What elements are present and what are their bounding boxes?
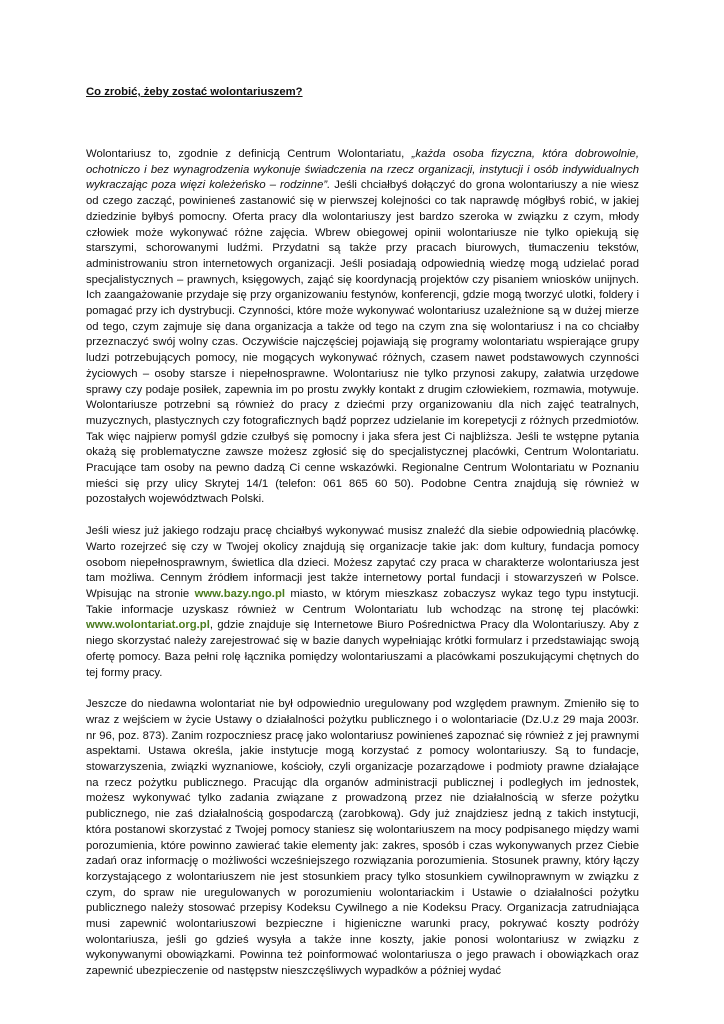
paragraph-finding-placement-part2: miasto, w którym mieszkasz zobaczysz wykaz tego typu instytucji. Takie informacje uzyskasz również w Centrum Wolontariatu lub wchodząc na stronę tej placówki:	[86, 587, 640, 616]
paragraph-legal-aspects: Jeszcze do niedawna wolontariat nie był odpowiednio uregulowany pod względem prawnym. Zmieniło się to wraz z wejściem w życie Ustawy o działalności pożytku publicznego i o wolontariacie (Dz.U.z 29 maja 2003r. nr 96, poz. 873). Zanim rozpoczniesz pracę jako wolontariusz powinieneś zapoznać się również z jej prawnymi aspektami. Ustawa określa, jakie instytucje mogą korzystać z pomocy wolontariuszy. Są to fundacje, stowarzyszenia, związki wyznaniowe, kościoły, czyli organizacje pozarządowe i podmioty prawne działające na rzecz pożytku publicznego. Pracując dla organów administracji publicznej i podległych im jednostek, możesz wykonywać tylko zadania związane z prowadzoną przez nie działalnością w sferze pożytku publicznego, nie zaś działalnością gospodarczą (zarobkową). Gdy już znajdziesz jedną z takich instytucji, która postanowi skorzystać z Twojej pomocy staniesz się wolontariuszem na mocy podpisanego między wami porozumienia, które powinno zawierać takie elementy jak: zakres, sposób i czas wykonywanych przez Ciebie zadań oraz informację o możliwości wcześniejszego rozwiązania porozumienia. Stosunek prawny, który łączy korzystającego z wolontariuszem nie jest stosunkiem pracy tylko stosunkiem cywilnoprawnym w związku z czym, do spraw nie uregulowanych w porozumieniu wolontariackim i Ustawie o działalności pożytku publicznego należy stosować przepisy Kodeksu Cywilnego a nie Kodeksu Pracy. Organizacja zatrudniająca musi zapewnić wolontariuszowi bezpieczne i higieniczne warunki pracy, pokrywać koszty podróży wolontariusza, jeśli go gdzieś wysyła a także inne koszty, jakie ponosi wolontariusz w związku z wykonywanymi obowiązkami. Powinna też poinformować wolontariusza o jego prawach i obowiązkach oraz zapewnić ubezpieczenie od następstw nieszczęśliwych wypadków a później wydać	[86, 698, 639, 978]
document-title: Co zrobić, żeby zostać wolontariuszem?	[86, 86, 303, 98]
definition-quote: „każda osoba fizyczna, która dobrowolnie, ochotniczo i bez wynagrodzenia wykonuje świadczenia na rzecz organizacji, instytucji i osób indywidualnych wykraczając poza więzi koleżeńsko – rodzinne”.	[86, 148, 639, 192]
link-bazy-ngo[interactable]: www.bazy.ngo.pl	[194, 587, 285, 600]
link-wolontariat-org[interactable]: www.wolontariat.org.pl	[86, 619, 210, 632]
paragraph-definition-intro: Wolontariusz to, zgodnie z definicją Centrum Wolontariatu,	[86, 148, 412, 160]
paragraph-definition	[86, 147, 639, 508]
paragraph-finding-placement-part3: , gdzie znajduje się Internetowe Biuro Pośrednictwa Pracy dla Wolontariuszy. Aby z niego skorzystać należy zarejestrować się w bazie danych wypełniając krótki formularz i przedstawiając swoją ofertę pomocy. Baza pełni rolę łącznika pomiędzy wolontariuszami a placówkami poszukującymi chętnych do tej formy pracy.	[86, 619, 639, 679]
document-page	[86, 84, 639, 980]
paragraph-finding-placement-part1: Jeśli wiesz już jakiego rodzaju pracę chciałbyś wykonywać musisz znaleźć dla siebie odpowiednią placówkę. Warto rozejrzeć się czy w Twojej okolicy znajdują się organizacje takie jak: dom kultury, fundacja pomocy osobom niepełnosprawnym, świetlica dla dzieci. Możesz zapytać czy praca w charakterze wolontariusza jest tam możliwa. Cennym źródłem informacji jest także internetowy portal fundacji i stowarzyszeń w Polsce. Wpisując na stronie	[86, 525, 639, 600]
paragraph-definition-rest: Jeśli chciałbyś dołączyć do grona wolontariuszy a nie wiesz od czego zacząć, powinieneś zastanowić się w pierwszej kolejności co tak naprawdę mógłbyś robić, w jakiej dziedzinie byłbyś pomocny. Oferta pracy dla wolontariuszy jest bardzo szeroka w związku z czym, młody człowiek może wykonywać różne zajęcia. Wbrew obiegowej opinii wolontariusze nie tylko opiekują się starszymi, schorowanymi ludźmi. Przydatni są także przy pracach biurowych, tłumaczeniu tekstów, administrowaniu stron internetowych organizacji. Jeśli posiadają odpowiednią wiedzę mogą udzielać porad specjalistycznych – prawnych, księgowych, zająć się koordynacją projektów czy pisaniem wniosków unijnych. Ich zaangażowanie przydaje się przy organizowaniu festynów, konferencji, gdzie mogą tworzyć ulotki, foldery i pomagać przy ich dystrybucji. Czynności, które może wykonywać wolontariusz uzależnione są w dużej mierze od tego, czym zajmuje się dana organizacja a także od tego na czym zna się wolontariusz i na co chciałby przeznaczyć swój wolny czas. Oczywiście najczęściej pojawiają się programy wolontariatu wspierające grupy ludzi potrzebujących pomocy, nie mogących wykonywać różnych, czasem nawet podstawowych czynności życiowych – osoby starsze i niepełnosprawne. Wolontariusz nie tylko przynosi zakupy, załatwia urzędowe sprawy czy podaje posiłek, zapewnia im po prostu zwykły kontakt z drugim człowiekiem, rozmawia, motywuje. Wolontariusze potrzebni są również do pracy z dziećmi przy organizowaniu dla nich zajęć teatralnych, muzycznych, plastycznych czy fotograficznych bądź poprzez udzielanie im korepetycji z różnych przedmiotów. Tak więc najpierw pomyśl gdzie czułbyś się pomocny i jaka sfera jest Ci najbliższa. Jeśli te wstępne pytania okażą się problematyczne zawsze możesz zgłosić się do specjalistycznej placówki, Centrum Wolontariatu. Pracujące tam osoby na pewno dadzą Ci cenne wskazówki. Regionalne Centrum Wolontariatu w Poznaniu mieści się przy ulicy Skrytej 14/1 (telefon: 061 865 60 50). Podobne Centra znajdują się również w pozostałych województwach Polski.	[86, 179, 639, 506]
paragraph-finding-placement	[86, 524, 639, 681]
